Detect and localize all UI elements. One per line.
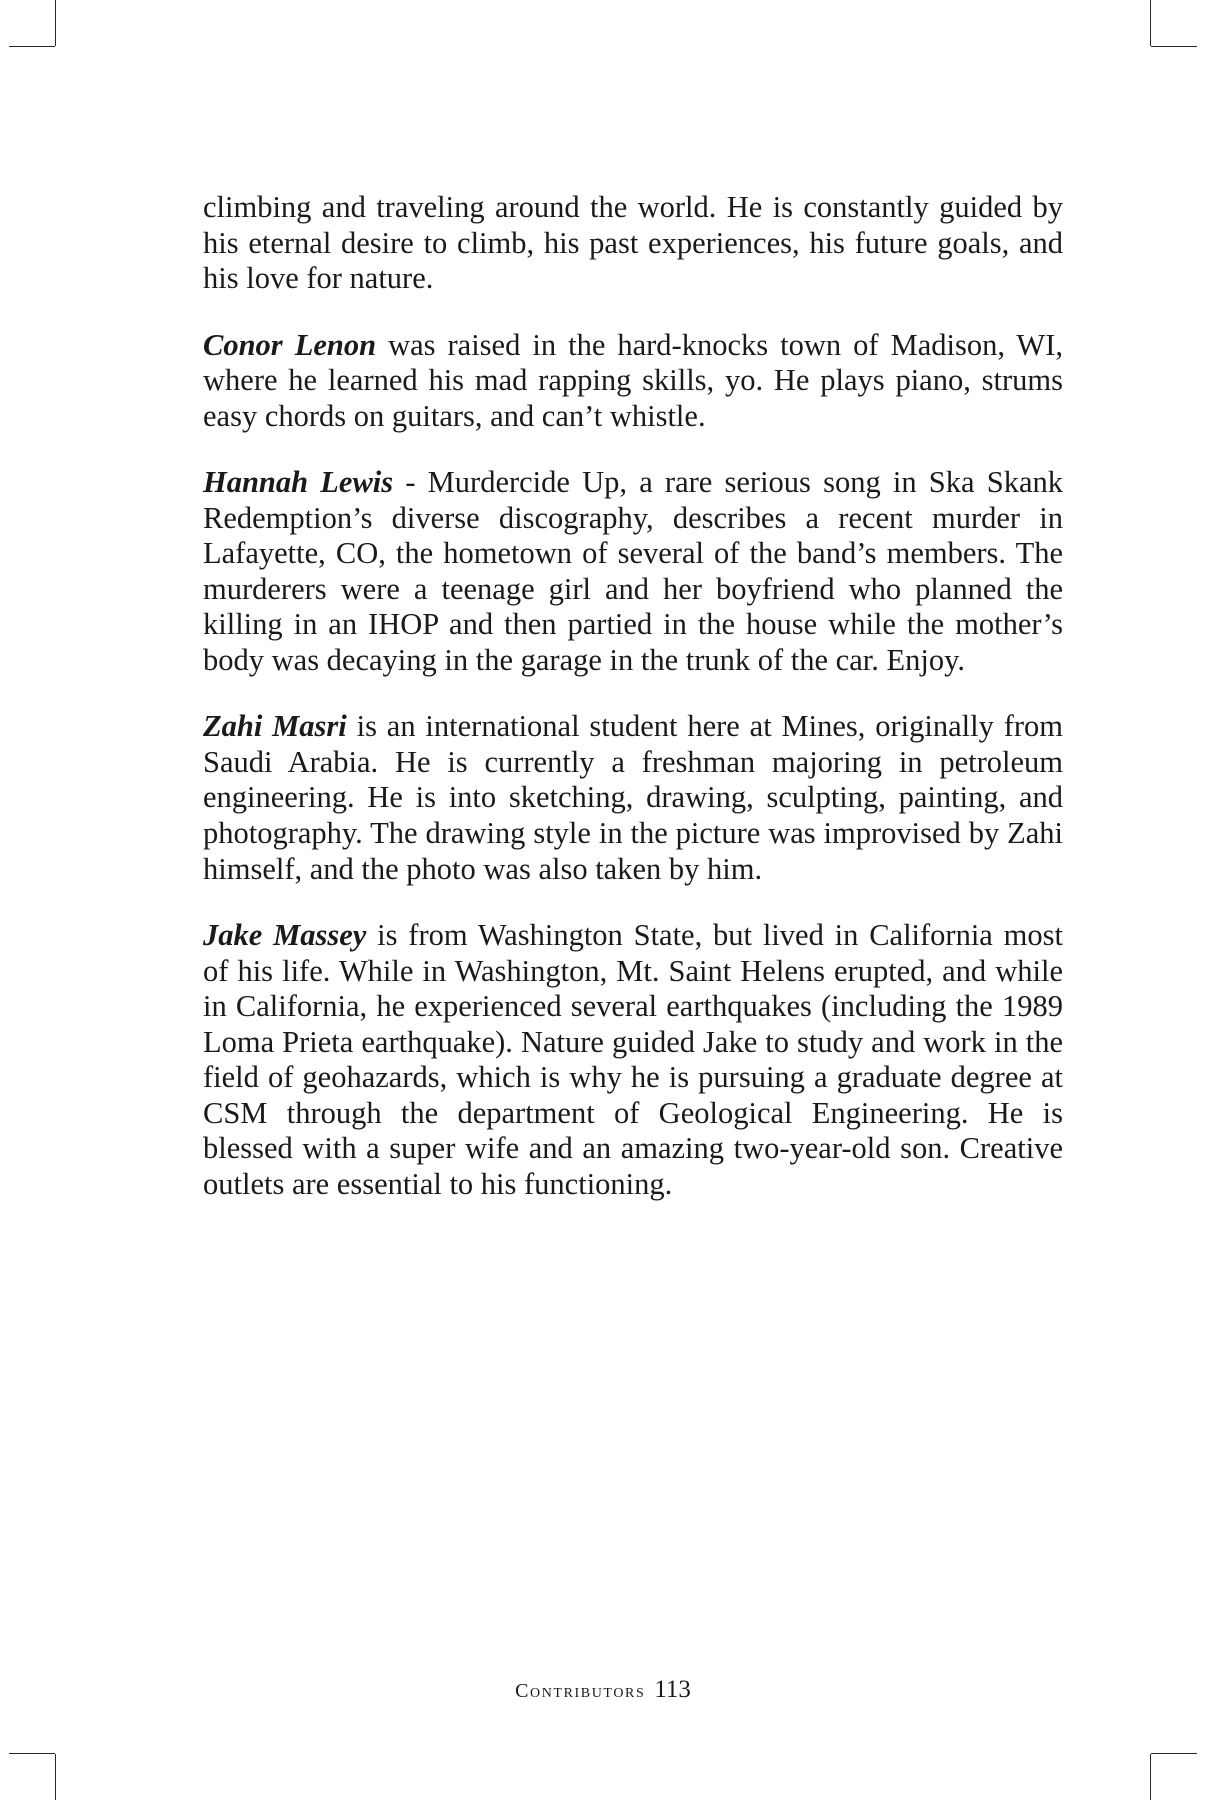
- crop-mark-top-left-horizontal: [9, 46, 55, 47]
- page-footer: [0, 1676, 1206, 1704]
- contributor-name: Zahi Masri: [203, 709, 347, 744]
- paragraph-body: is from Washington State, but lived in California most of his life. While in Washington, Mt. Saint Helens erupted, and while in California, he experienced several earthquakes (including the 1989 Loma Prieta earthquake). Nature guided Jake to study and work in the field of geohazards, which is why he is pursuing a graduate degree at CSM through the department of Geological Engineering. He is blessed with a super wife and an amazing two-year-old son. Creative outlets are essential to his functioning.: [203, 918, 1063, 1201]
- footer-page-number: 113: [654, 1676, 691, 1703]
- contributor-bio-zahi-masri: [203, 709, 1063, 887]
- paragraph-body: is an international student here at Mines, originally from Saudi Arabia. He is currently a freshman majoring in petroleum engineering. He is into sketching, drawing, sculpting, painting, and photography. The drawing style in the picture was improvised by Zahi himself, and the photo was also taken by him.: [203, 709, 1063, 886]
- paragraph-body: climbing and traveling around the world. He is constantly guided by his eternal desire to climb, his past experiences, his future goals, and his love for nature.: [203, 190, 1063, 296]
- crop-mark-top-left-vertical: [55, 0, 56, 46]
- crop-mark-bottom-right-vertical: [1150, 1754, 1151, 1800]
- paragraph-body: - Murdercide Up, a rare serious song in Ska Skank Redemption’s diverse discography, describes a recent murder in Lafayette, CO, the hometown of several of the band’s members. The murderers were a teenage girl and her boyfriend who planned the killing in an IHOP and then partied in the house while the mother’s body was decaying in the garage in the trunk of the car. Enjoy.: [203, 465, 1063, 677]
- page-text-block: [203, 190, 1063, 1202]
- contributor-bio-conor-lenon: [203, 328, 1063, 435]
- crop-mark-bottom-left-vertical: [55, 1754, 56, 1800]
- paragraph-continuation: [203, 190, 1063, 297]
- contributor-name: Conor Lenon: [203, 327, 377, 362]
- contributor-bio-hannah-lewis: [203, 465, 1063, 678]
- crop-mark-bottom-left-horizontal: [9, 1753, 55, 1754]
- paragraph-body: was raised in the hard-knocks town of Madison, WI, where he learned his mad rapping skills, yo. He plays piano, strums easy chords on guitars, and can’t whistle.: [203, 327, 1063, 433]
- contributor-name: Jake Massey: [203, 918, 367, 953]
- crop-mark-bottom-right-horizontal: [1151, 1753, 1197, 1754]
- crop-mark-top-right-vertical: [1150, 0, 1151, 46]
- contributor-bio-jake-massey: [203, 918, 1063, 1202]
- contributor-name: Hannah Lewis: [203, 465, 394, 500]
- footer-section-label: Contributors: [515, 1680, 646, 1702]
- crop-mark-top-right-horizontal: [1151, 46, 1197, 47]
